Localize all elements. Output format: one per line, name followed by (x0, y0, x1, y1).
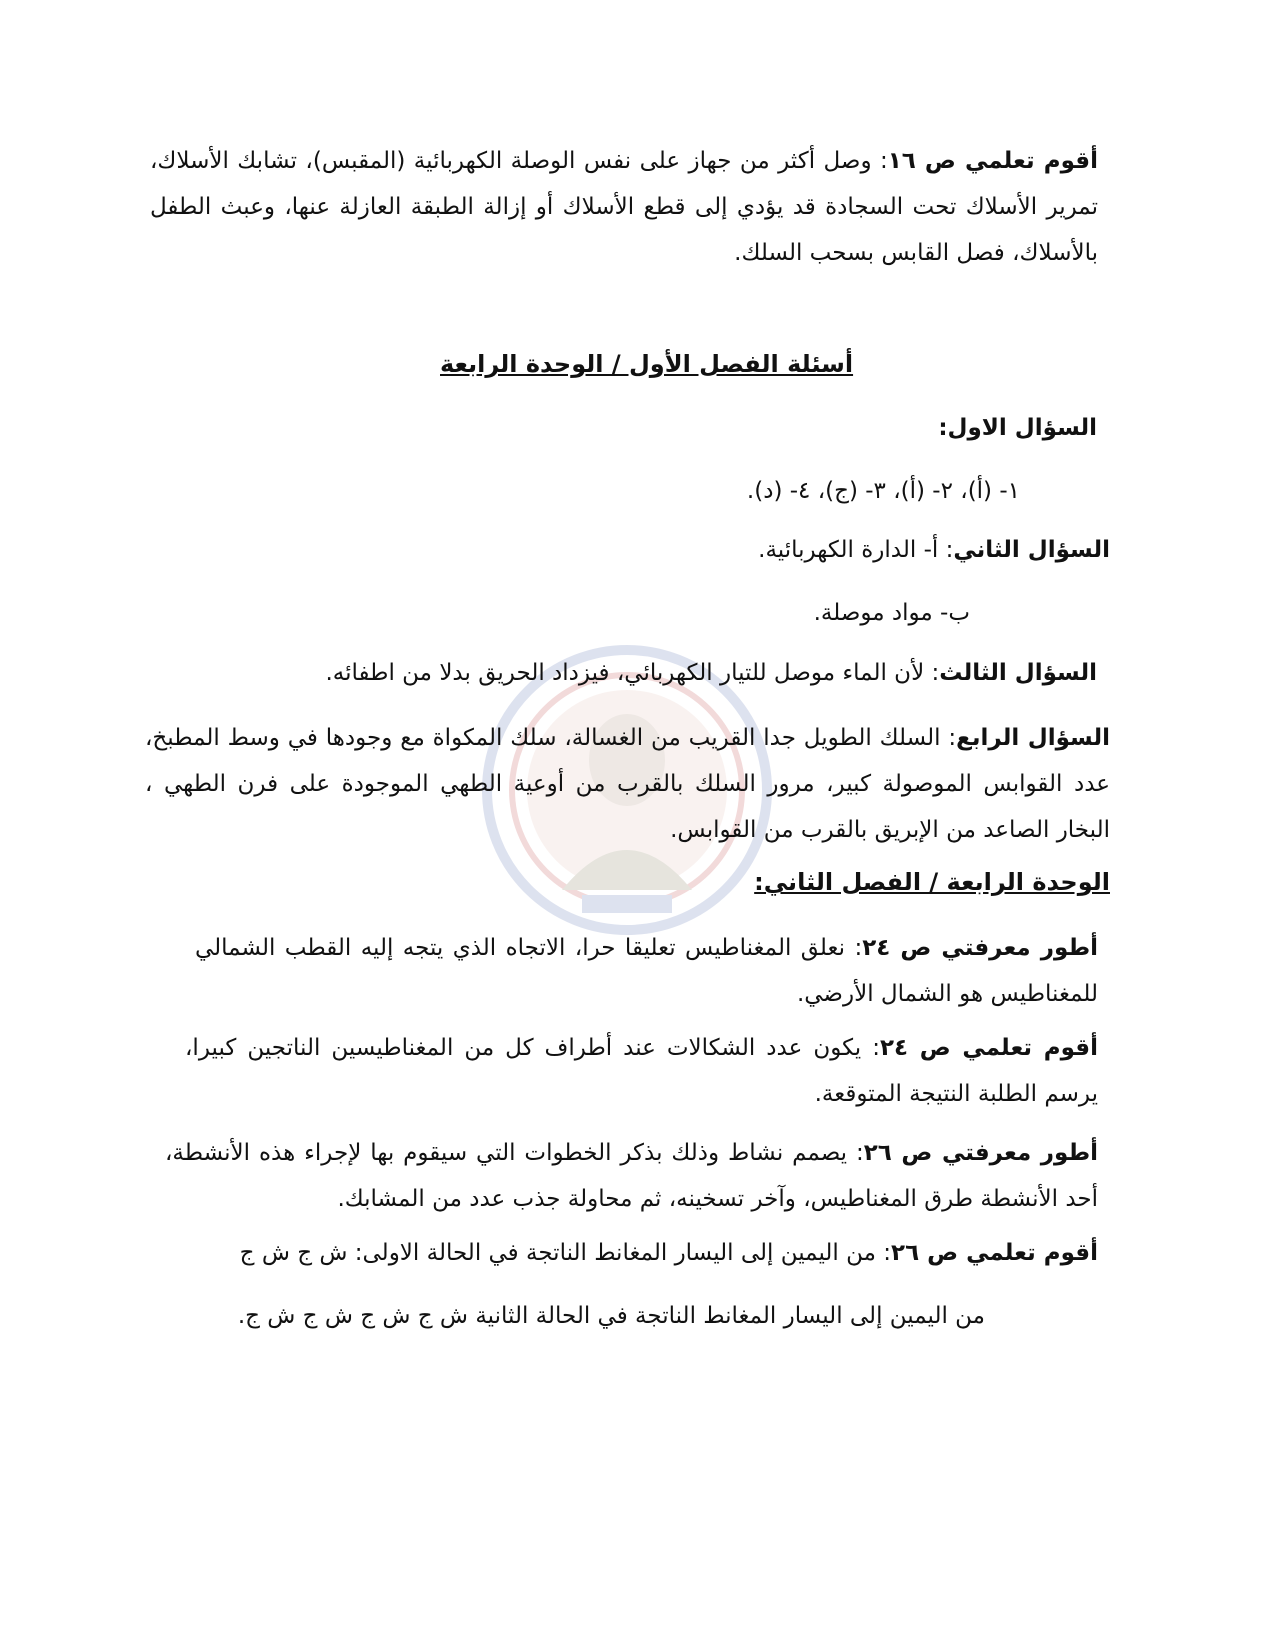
item-2-text: : يكون عدد الشكالات عند أطراف كل من المغناطيسين الناتجين كبيرا، يرسم الطلبة النتيجة المتوقعة. (185, 1035, 1098, 1107)
intro-text: : وصل أكثر من جهاز على نفس الوصلة الكهربائية (المقبس)، تشابك الأسلاك، تمرير الأسلاك تحت السجادة قد يؤدي إلى قطع الأسلاك أو إزالة الطبقة العازلة عنها، وعبث الطفل بالأسلاك، فصل القابس بسحب السلك. (150, 148, 1098, 266)
q4-paragraph (145, 715, 1110, 853)
q2-answer-b: ب- مواد موصلة. (813, 600, 970, 626)
item-3-paragraph (165, 1130, 1098, 1222)
item-4-line (240, 1240, 1098, 1266)
item-4-label: أقوم تعلمي ص ٢٦ (891, 1240, 1098, 1266)
q2-line-a (758, 537, 1110, 563)
item-1-label: أطور معرفتي ص ٢٤ (862, 935, 1098, 961)
item-1-text: : نعلق المغناطيس تعليقا حرا، الاتجاه الذي يتجه إليه القطب الشمالي للمغناطيس هو الشمال الأرضي. (195, 935, 1098, 1007)
item-2-label: أقوم تعلمي ص ٢٤ (879, 1035, 1098, 1061)
item-1-paragraph (195, 925, 1098, 1017)
intro-paragraph (150, 138, 1098, 276)
section1-title: أسئلة الفصل الأول / الوحدة الرابعة (440, 350, 854, 378)
item-3-label: أطور معرفتي ص ٢٦ (863, 1140, 1099, 1166)
item-2-paragraph (185, 1025, 1098, 1117)
item-4-text: : من اليمين إلى اليسار المغانط الناتجة في الحالة الاولى: ش ج ش ج (239, 1240, 892, 1266)
item-3-text: : يصمم نشاط وذلك بذكر الخطوات التي سيقوم بها لإجراء هذه الأنشطة، أحد الأنشطة طرق المغناطيس، وآخر تسخينه، ثم محاولة جذب عدد من المشابك. (165, 1140, 1098, 1212)
q3-label: السؤال الثالث (939, 660, 1097, 686)
q3-line (325, 660, 1097, 686)
q4-text: : السلك الطويل جدا القريب من الغسالة، سلك المكواة مع وجودها في وسط المطبخ، عدد القوابس الموصولة كبير، مرور السلك بالقرب من أوعية الطهي الموجودة على فرن الطهي ، البخار الصاعد من الإبريق بالقرب من القوابس. (145, 725, 1110, 843)
section2-title: الوحدة الرابعة / الفصل الثاني: (754, 868, 1110, 896)
q2-label: السؤال الثاني (953, 537, 1110, 563)
last-line: من اليمين إلى اليسار المغانط الناتجة في الحالة الثانية ش ج ش ج ش ج ش ج. (237, 1303, 985, 1329)
q4-label: السؤال الرابع (956, 725, 1110, 751)
q2-answer-a: : أ- الدارة الكهربائية. (758, 537, 954, 563)
q1-answers: ١- (أ)، ٢- (أ)، ٣- (ج)، ٤- (د). (746, 478, 1020, 504)
intro-label: أقوم تعلمي ص ١٦ (887, 148, 1098, 174)
q3-text: : لأن الماء موصل للتيار الكهربائي، فيزداد الحريق بدلا من اطفائه. (325, 660, 940, 686)
q1-label: السؤال الاول: (938, 415, 1097, 441)
